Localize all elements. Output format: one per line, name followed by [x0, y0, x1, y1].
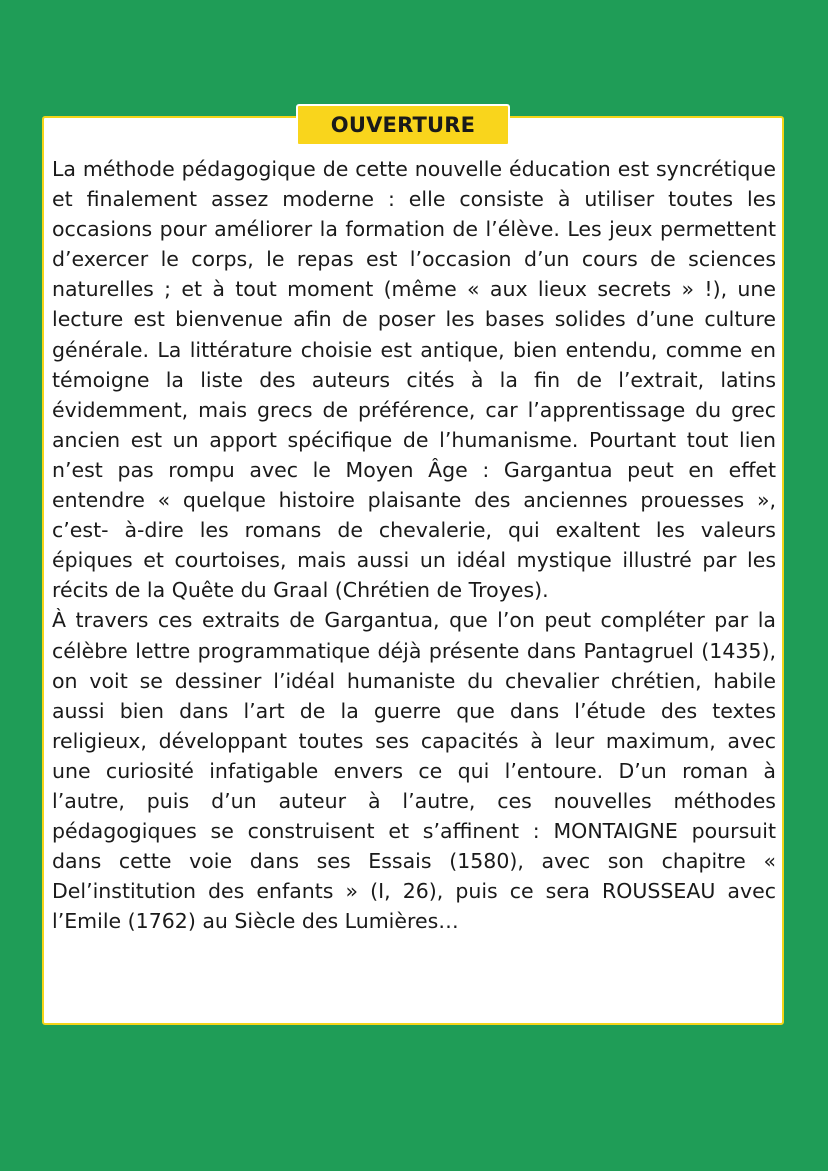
body-text	[52, 154, 776, 936]
section-heading: OUVERTURE	[296, 104, 510, 146]
paragraph-2: À travers ces extraits de Gargantua, que l’on peut compléter par la célèbre lettre programmatique déjà présente dans Pantagruel (1435), on voit se dessiner l’idéal humaniste du chevalier chrétien, habile aussi bien dans l’art de la guerre que dans l’étude des textes religieux, développant toutes ses capacités à leur maximum, avec une curiosité infatigable envers ce qui l’entoure. D’un roman à l’autre, puis d’un auteur à l’autre, ces nouvelles méthodes pédagogiques se construisent et s’affinent : MONTAIGNE poursuit dans cette voie dans ses Essais (1580), avec son chapitre « Del’institution des enfants » (I, 26), puis ce sera ROUSSEAU avec l’Emile (1762) au Siècle des Lumières…	[52, 608, 776, 934]
paragraph-1: La méthode pédagogique de cette nouvelle éducation est syncrétique et finalement assez moderne : elle consiste à utiliser toutes les occasions pour améliorer la formation de l’élève. Les jeux permettent d’exercer le corps, le repas est l’occasion d’un cours de sciences naturelles ; et à tout moment (même « aux lieux secrets » !), une lecture est bienvenue afin de poser les bases solides d’une culture générale. La littérature choisie est antique, bien entendu, comme en témoigne la liste des auteurs cités à la fin de l’extrait, latins évidemment, mais grecs de préférence, car l’apprentissage du grec ancien est un apport spécifique de l’humanisme. Pourtant tout lien n’est pas rompu avec le Moyen Âge : Gargantua peut en effet entendre « quelque histoire plaisante des anciennes prouesses », c’est- à-dire les romans de chevalerie, qui exaltent les valeurs épiques et courtoises, mais aussi un idéal mystique illustré par les récits de la Quête du Graal (Chrétien de Troyes).	[52, 157, 776, 603]
